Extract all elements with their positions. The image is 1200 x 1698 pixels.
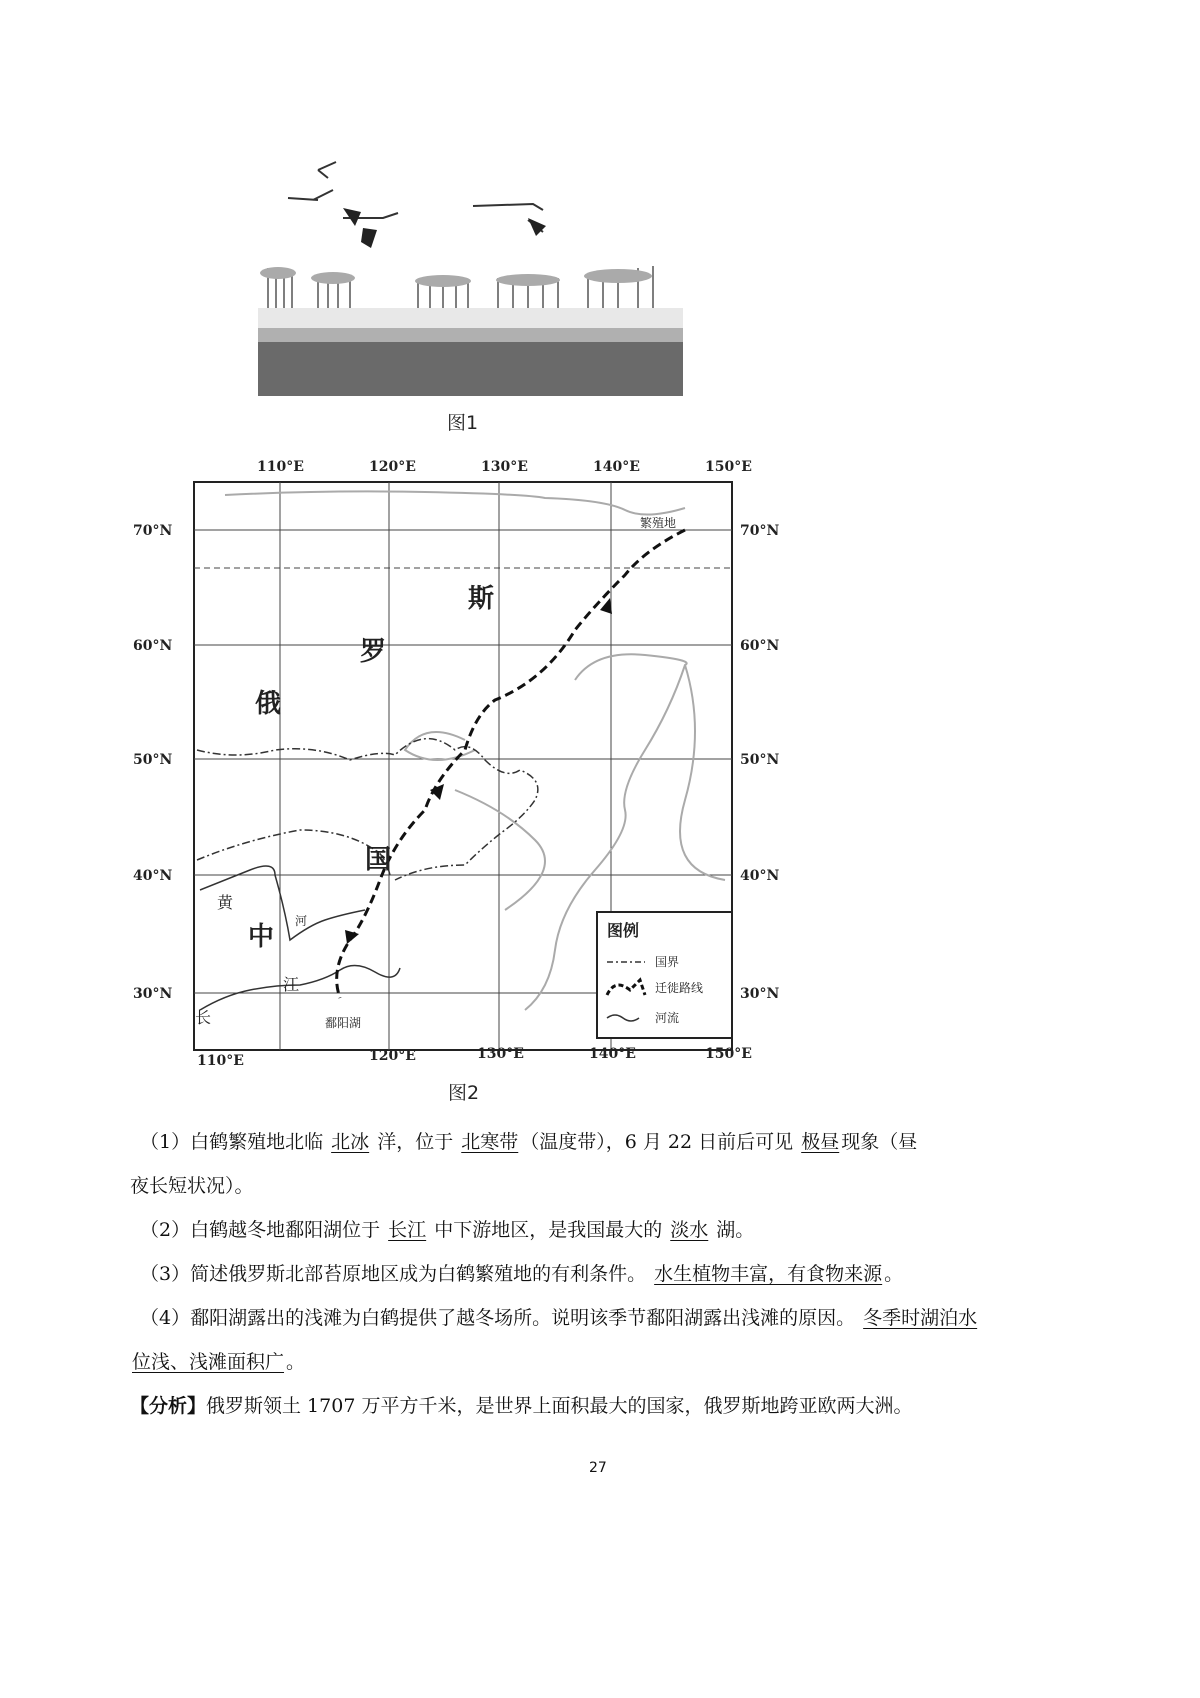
question-4 (140, 1296, 1100, 1340)
q1-answer-ocean: 北冰 (331, 1131, 370, 1153)
lon-label: 150°E (705, 1046, 752, 1062)
label-yellow-2: 河 (295, 914, 308, 928)
lon-label: 110°E (257, 459, 304, 475)
label-russia-3: 斯 (468, 584, 495, 614)
q3-answer: 水生植物丰富，有食物来源 (654, 1263, 883, 1285)
label-yangtze-1: 长 (195, 1008, 212, 1027)
label-yangtze-2: 江 (283, 975, 300, 994)
lat-label: 30°N (740, 986, 780, 1002)
lon-label: 120°E (369, 459, 416, 475)
question-2 (140, 1208, 1100, 1252)
lat-label: 70°N (133, 523, 173, 539)
lat-label: 50°N (740, 752, 780, 768)
label-yellow-1: 黄 (217, 893, 234, 912)
q2-text-a: （2）白鹤越冬地鄱阳湖位于 (140, 1219, 387, 1241)
page-number: 27 (589, 1460, 607, 1476)
lon-label: 130°E (477, 1046, 524, 1062)
label-poyang: 鄱阳湖 (325, 1016, 362, 1030)
q4-text-a: （4）鄱阳湖露出的浅滩为白鹤提供了越冬场所。说明该季节鄱阳湖露出浅滩的原因。 (140, 1307, 862, 1329)
q1-answer-zone: 北寒带 (461, 1131, 519, 1153)
q3-text-a: （3）简述俄罗斯北部苔原地区成为白鹤繁殖地的有利条件。 (140, 1263, 653, 1285)
legend-item-river: 河流 (655, 1011, 680, 1025)
lat-label: 30°N (133, 986, 173, 1002)
analysis-text: 俄罗斯领土 1707 万平方千米，是世界上面积最大的国家，俄罗斯地跨亚欧两大洲。 (206, 1395, 913, 1417)
label-breeding: 繁殖地 (640, 516, 677, 530)
q2-text-c: 湖。 (710, 1219, 755, 1241)
question-1-cont (130, 1164, 1090, 1208)
lon-label: 150°E (705, 459, 752, 475)
q4-text-tail: 。 (286, 1351, 306, 1373)
lon-label: 110°E (197, 1053, 244, 1069)
label-china-2: 国 (365, 845, 392, 875)
lat-label: 40°N (133, 868, 173, 884)
lat-label: 60°N (740, 638, 780, 654)
legend-item-route: 迁徙路线 (655, 981, 704, 995)
q1-text-b: 洋，位于 (371, 1131, 460, 1153)
lon-label: 120°E (369, 1048, 416, 1064)
q1-text-c: （温度带），6 月 22 日前后可见 (520, 1131, 800, 1153)
question-4-cont (130, 1340, 1090, 1384)
question-3 (140, 1252, 1100, 1296)
label-russia-2: 罗 (360, 637, 387, 667)
q1-answer-day: 极昼 (801, 1131, 840, 1153)
figure1-photo (258, 148, 683, 396)
legend-item-border: 国界 (655, 955, 680, 969)
figure1-caption: 图1 (447, 412, 479, 434)
lat-label: 70°N (740, 523, 780, 539)
q2-answer-type: 淡水 (670, 1219, 709, 1241)
lat-label: 50°N (133, 752, 173, 768)
q2-text-b: 中下游地区，是我国最大的 (428, 1219, 669, 1241)
lon-label: 140°E (593, 459, 640, 475)
q1-text-a: （1）白鹤繁殖地北临 (140, 1131, 330, 1153)
label-russia-1: 俄 (255, 689, 282, 719)
q3-text-b: 。 (884, 1263, 904, 1285)
analysis (130, 1384, 1090, 1428)
q1-text-d: 现象（昼 (841, 1131, 918, 1153)
lat-label: 40°N (740, 868, 780, 884)
q1-text-cont: 夜长短状况）。 (130, 1175, 254, 1197)
lon-label: 130°E (481, 459, 528, 475)
legend-title: 图例 (607, 921, 640, 940)
figure2-map (125, 450, 780, 1075)
lon-label: 140°E (589, 1046, 636, 1062)
lat-label: 60°N (133, 638, 173, 654)
question-1 (140, 1120, 1100, 1164)
analysis-bracket: 【分析】 (130, 1395, 207, 1417)
figure2-caption: 图2 (448, 1082, 480, 1104)
q2-answer-river: 长江 (388, 1219, 427, 1241)
q4-answer-a: 冬季时湖泊水 (863, 1307, 978, 1329)
label-china-1: 中 (248, 922, 275, 952)
q4-answer-b: 位浅、浅滩面积广 (132, 1351, 285, 1373)
